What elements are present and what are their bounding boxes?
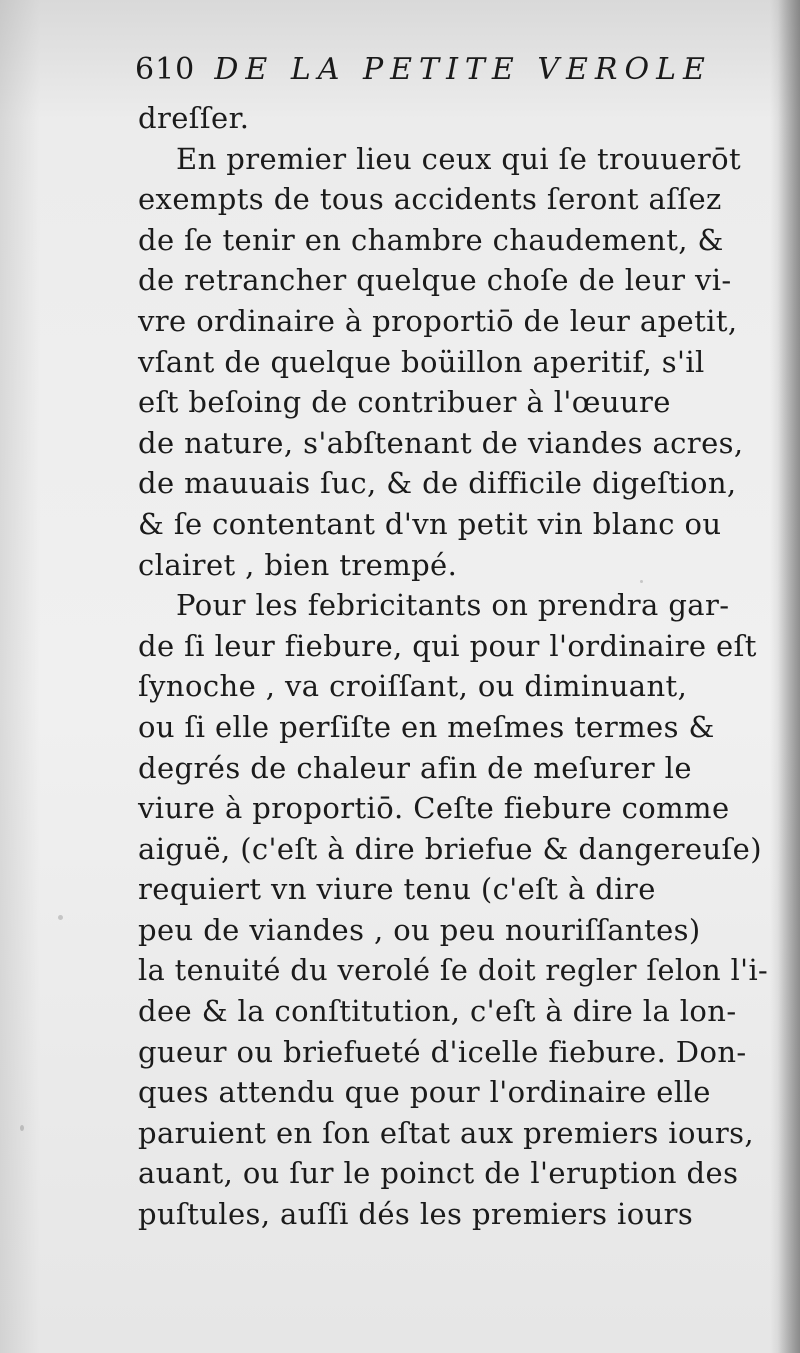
text-line: paruient en ſon eſtat aux premiers iours, — [138, 1115, 755, 1150]
text-line: peu de viandes , ou peu nouriſſantes) — [138, 912, 701, 947]
text-line: gueur ou briefueté d'icelle fiebure. Don- — [138, 1034, 747, 1069]
text-line: dee & la conſtitution, c'eſt à dire la lon- — [138, 994, 737, 1029]
body-text — [138, 98, 768, 1235]
page-header — [135, 52, 735, 98]
text-line: de mauuais ſuc, & de difficile digeſtion, — [138, 466, 737, 501]
text-line: vre ordinaire à proportiō de leur apetit, — [138, 303, 738, 338]
page-number: 610 — [135, 52, 196, 87]
text-line: & ſe contentant d'vn petit vin blanc ou — [138, 506, 722, 541]
text-line: viure à proportiō. Ceſte fiebure comme — [138, 791, 730, 826]
paper-speck — [20, 1125, 24, 1131]
text-line: de ſe tenir en chambre chaudement, & — [138, 222, 724, 257]
text-line: la tenuité du verolé ſe doit regler ſelon l'i- — [138, 953, 769, 988]
text-line: En premier lieu ceux qui ſe trouuerōt — [176, 141, 742, 176]
text-line: degrés de chaleur afin de meſurer le — [138, 750, 692, 785]
text-line: ou ſi elle perſiſte en meſmes termes & — [138, 709, 715, 744]
text-line: Pour les febricitants on prendra gar- — [176, 588, 730, 623]
text-line: aiguë, (c'eſt à dire briefue & dangereuſe) — [138, 831, 762, 866]
text-line: requiert vn viure tenu (c'eſt à dire — [138, 872, 656, 907]
text-line: puſtules, auſſi dés les premiers iours — [138, 1197, 694, 1232]
text-line: auant, ou ſur le poinct de l'eruption des — [138, 1156, 739, 1191]
text-line: de nature, s'abſtenant de viandes acres, — [138, 425, 744, 460]
text-line: ques attendu que pour l'ordinaire elle — [138, 1075, 711, 1110]
text-line: de retrancher quelque choſe de leur vi- — [138, 263, 732, 298]
page-gutter-shadow — [778, 0, 800, 1353]
text-line: eſt beſoing de contribuer à l'œuure — [138, 385, 671, 420]
text-line: clairet , bien trempé. — [138, 547, 458, 582]
running-title: DE LA PETITE VEROLE — [214, 52, 712, 87]
text-line: ſynoche , va croiſſant, ou diminuant, — [138, 669, 688, 704]
text-line: de ſi leur fiebure, qui pour l'ordinaire eſt — [138, 628, 757, 663]
paper-speck — [58, 915, 63, 920]
text-line: exempts de tous accidents ſeront aſſez — [138, 182, 722, 217]
text-line: dreſſer. — [138, 101, 250, 135]
text-line: vſant de quelque boüillon aperitif, s'il — [138, 344, 705, 379]
